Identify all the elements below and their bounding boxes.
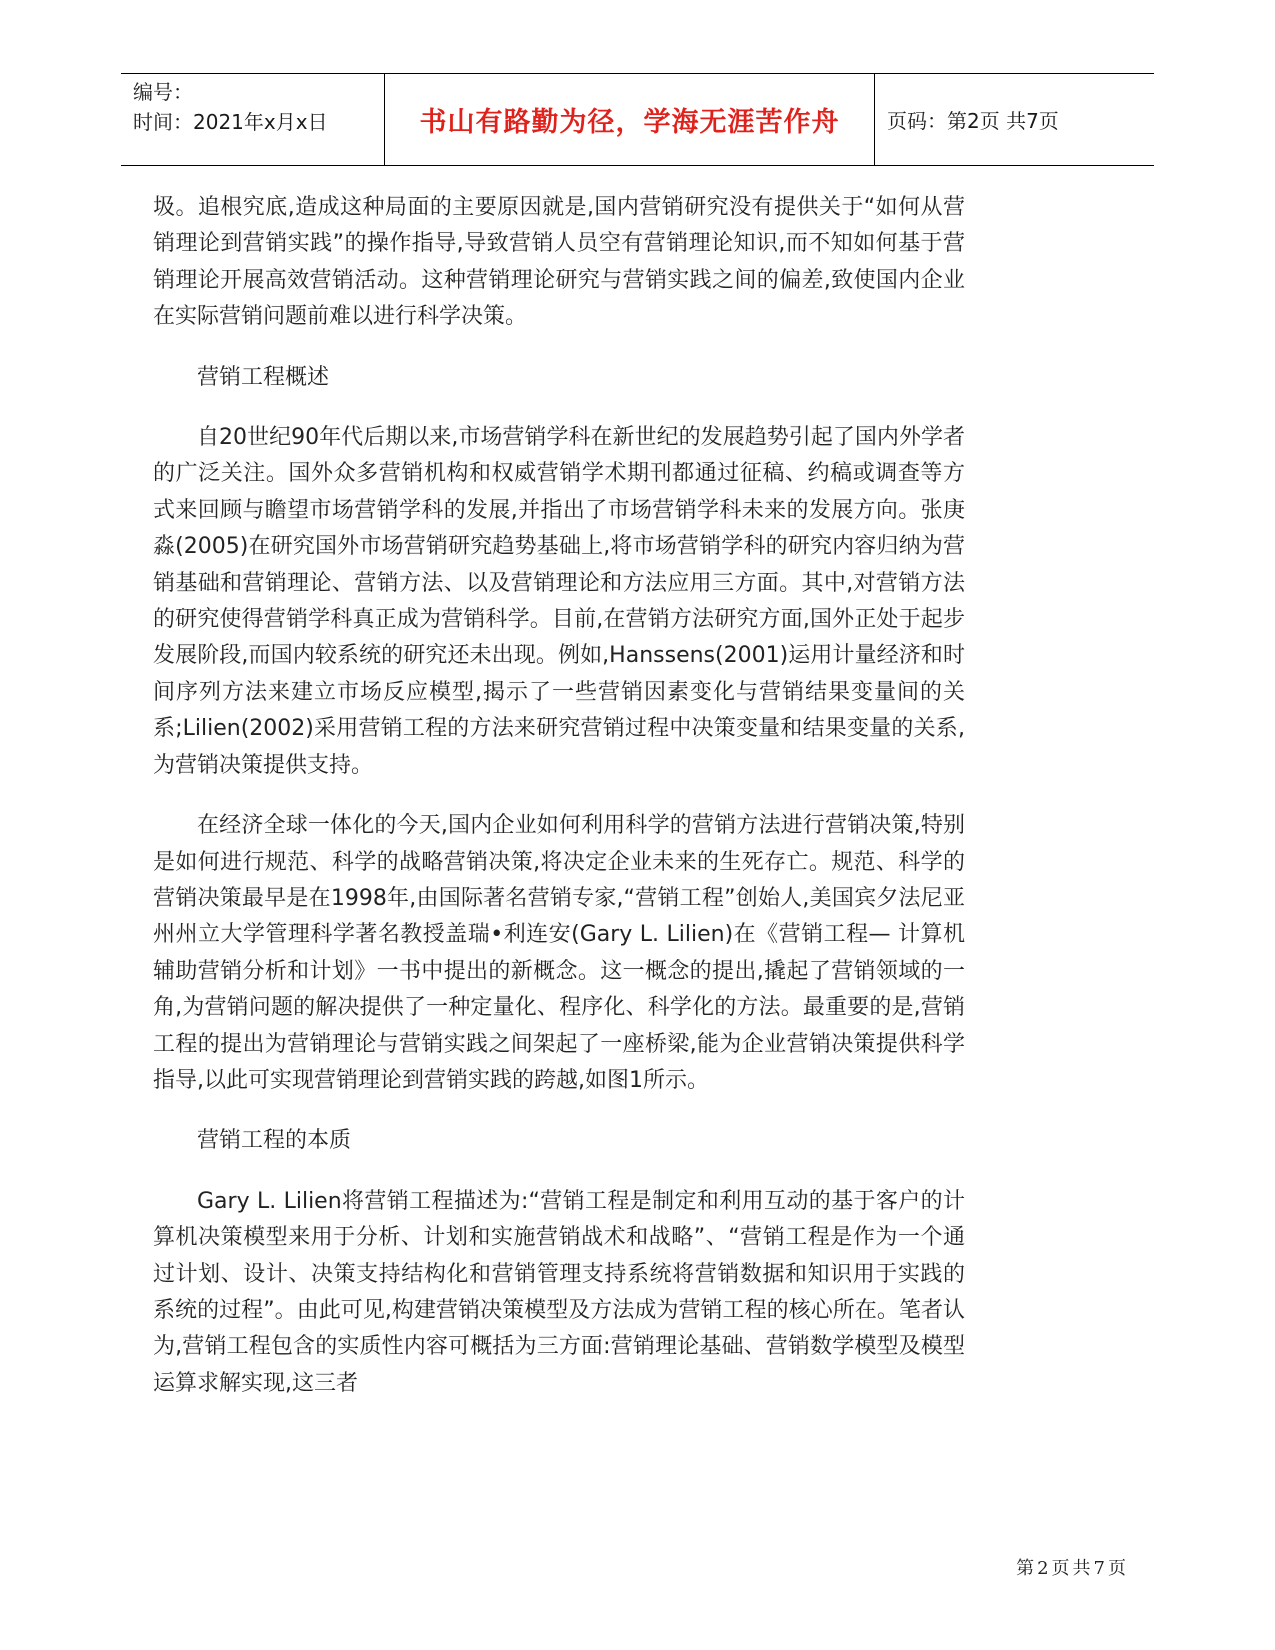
header-meta	[121, 74, 385, 165]
document-time-label: 时间：2021年x月x日	[133, 110, 328, 134]
paragraph-overview: 自20世纪90年代后期以来,市场营销学科在新世纪的发展趋势引起了国内外学者的广泛关注。国外众多营销机构和权威营销学术期刊都通过征稿、约稿或调查等方式来回顾与瞻望市场营销学科的发展,并指出了市场营销学科未来的发展方向。张庚淼(2005)在研究国外市场营销研究趋势基础上,将市场营销学科的研究内容归纳为营销基础和营销理论、营销方法、以及营销理论和方法应用三方面。其中,对营销方法的研究使得营销学科真正成为营销科学。目前,在营销方法研究方面,国外正处于起步发展阶段,而国内较系统的研究还未出现。例如,Hanssens(2001)运用计量经济和时间序列方法来建立市场反应模型,揭示了一些营销因素变化与营销结果变量间的关系;Lilien(2002)采用营销工程的方法来研究营销过程中决策变量和结果变量的关系,为营销决策提供支持。	[153, 425, 965, 778]
header-page-number: 页码：第2页 共7页	[887, 109, 1059, 133]
paragraph-essence: Gary L. Lilien将营销工程描述为:“营销工程是制定和利用互动的基于客户的计算机决策模型来用于分析、计划和实施营销战术和战略”、“营销工程是作为一个通过计划、设计、决策支持结构化和营销管理支持系统将营销数据和知识用于实践的系统的过程”。由此可见,构建营销决策模型及方法成为营销工程的核心所在。笔者认为,营销工程包含的实质性内容可概括为三方面:营销理论基础、营销数学模型及模型运算求解实现,这三者	[153, 1188, 965, 1396]
page-header	[121, 73, 1154, 166]
document-number-label: 编号：	[133, 80, 193, 104]
paragraph-globalization: 在经济全球一体化的今天,国内企业如何利用科学的营销方法进行营销决策,特别是如何进行规范、科学的战略营销决策,将决定企业未来的生死存亡。规范、科学的营销决策最早是在1998年,由国际著名营销专家,“营销工程”创始人,美国宾夕法尼亚州州立大学管理科学著名教授盖瑞•利连安(Gary L. Lilien)在《营销工程— 计算机辅助营销分析和计划》一书中提出的新概念。这一概念的提出,撬起了营销领域的一角,为营销问题的解决提供了一种定量化、程序化、科学化的方法。最重要的是,营销工程的提出为营销理论与营销实践之间架起了一座桥梁,能为企业营销决策提供科学指导,以此可实现营销理论到营销实践的跨越,如图1所示。	[153, 813, 965, 1093]
header-page-cell	[875, 74, 1154, 165]
document-body	[153, 190, 965, 1402]
section-heading-overview: 营销工程概述	[197, 364, 330, 390]
page-footer: 第2页共7页	[1016, 1558, 1129, 1579]
header-motto: 书山有路勤为径，学海无涯苦作舟	[419, 107, 840, 138]
paragraph-continued: 圾。追根究底,造成这种局面的主要原因就是,国内营销研究没有提供关于“如何从营销理论到营销实践”的操作指导,导致营销人员空有营销理论知识,而不知如何基于营销理论开展高效营销活动。这种营销理论研究与营销实践之间的偏差,致使国内企业在实际营销问题前难以进行科学决策。	[153, 195, 965, 330]
section-heading-essence: 营销工程的本质	[197, 1128, 352, 1154]
header-motto-cell	[385, 74, 875, 165]
